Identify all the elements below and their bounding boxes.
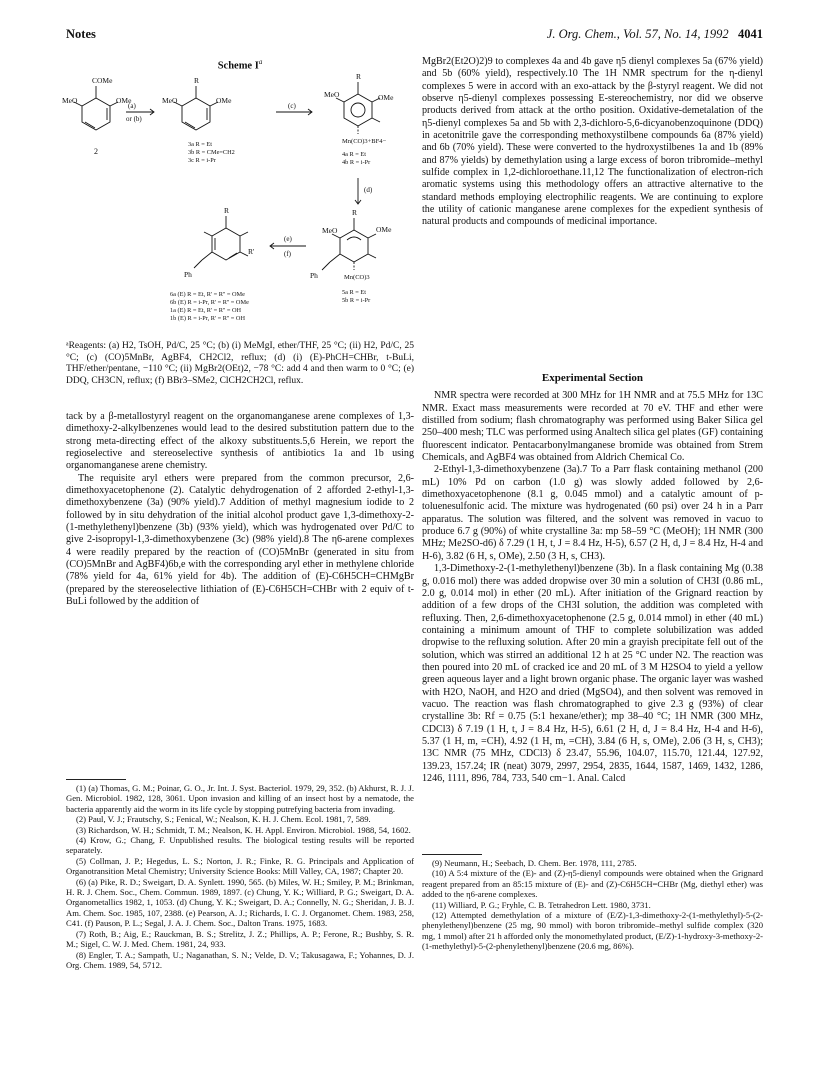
c4-line-1: 4a R = Et: [342, 151, 367, 158]
label-arrow-c: (c): [288, 102, 296, 110]
footnote: (3) Richardson, W. H.; Schmidt, T. M.; Nealson, K. H. Appl. Environ. Microbiol. 1988, 54, 1602.: [76, 824, 411, 835]
c3-line-2: 3b R = CMe=CH2: [188, 149, 235, 156]
label-r-prime-6: R': [248, 247, 255, 256]
exp-paragraph: 2-Ethyl-1,3-dimethoxybenzene (3a).7 To a Parr flask containing methanol (200 mL) 10% Pd on carbon (1.0 g) was slowly added followed by 2,6-dimethoxyacetophenone (8.1 g, 0.045 mmol) and a catalytic amount of p-toluenesulfonic acid. The mixture was hydrogenated (60 psi) over 24 h in a Parr apparatus. The solution was filtered, and the solvent was removed in vacuo to produce 6.7 g (90%) of white crystalline 3a: mp 58–59 °C (MeOH); 1H NMR (300 MHz; Me2SO-d6) δ 7.29 (1 H, t, J = 8.4 Hz, H-5), 6.57 (2 H, d, J = 8.4 Hz, H-4 and H-6), 3.82 (6 H, s, OMe), 2.50 (3 H, s, CH3).: [422, 464, 763, 562]
c6-line-1: 6a (E) R = Et, R' = R'' = OMe: [170, 291, 245, 298]
scheme-title: Scheme $I^a$: [217, 58, 263, 72]
footnote: (1) (a) Thomas, G. M.; Poinar, G. O., Jr. Int. J. Syst. Bacteriol. 1979, 29, 352. (b) Akhurst, R. J. J. Gen. Microbiol. 1982, 128, 3061. Upon invasion and killing of an insect host by a nematode, the bacteria apparently aid the worm in its life cycle by stopping putrefying bacteria from invading.: [66, 783, 414, 814]
label-ome-2: OMe: [116, 96, 132, 105]
experimental-section: [422, 362, 763, 785]
left-footnotes: [66, 783, 414, 970]
ring-compound-4: [344, 94, 372, 126]
body-paragraph: The requisite aryl ethers were prepared from the common precursor, 2,6-dimethoxyacetophenone (2). Catalytic dehydrogenation of 2 afforded 2-ethyl-1,3-dimethoxybenzene (3a) (90% yield).7 Addition of methyl magnesium iodide to 2 followed by in situ dehydration of the initial alcohol product gave 1,3-dimethoxy-2-(1-methylethenyl)benzene (3b) (93% yield), which was hydrogenated over Pd/C to give 2-isopropyl-1,3-dimethoxybenzene (3c) (98% yield).8 The η6-arene complexes 4 were readily prepared by the reaction of (CO)5MnBr (generated in situ from (CO)5MnBr and AgBF4)6b,e with the corresponding aryl ether in methylene chloride (78% yield for 4a, 61% yield for 4b). The addition of (E)-C6H5CH=CHMgBr (prepared by the stereoselective lithiation of (E)-C6H5CH=CHBr with 2 equiv of t-BuLi followed by the addition of: [66, 472, 414, 608]
label-ph-6: Ph: [184, 270, 192, 279]
ring-compound-2: [82, 98, 110, 130]
label-meo-4: MeO: [324, 90, 340, 99]
label-arrow-f: (f): [284, 250, 291, 258]
exp-paragraph: 1,3-Dimethoxy-2-(1-methylethenyl)benzene (3b). In a flask containing Mg (0.38 g, 0.016 mol) there was added dropwise over 30 min a solution of CH3I (0.86 mL, 2.0 g, 0.014 mol) in ether (20 mL). After initiation of the Grignard reaction by addition of a few drops of the CH3I solution, the addition was completed with refluxing. Then, 2,6-dimethoxyacetophenone (2.5 g, 0.014 mmol) in ether (40 mL) containing a minimum amount of THF to complete solubilization was added dropwise to the refluxing solution. After 20 min a grayish precipitate fell out of the solution, which was stirred an additional 12 h at 25 °C under N2. The reaction was then poured into 20 mL of cracked ice and 20 mL of 3 M H2SO4 to yield a yellow green aqueous layer and a light brown organic phase. The organic layer was washed with H2O, NaOH, and H2O and dried (MgSO4), and then solvent was removed in vacuo. The reaction was flash chromatographed to give 2.3 g (93%) of clear crystalline 3b: Rf = 0.75 (5:1 hexane/ether); mp 38–40 °C; 1H NMR (300 MHz, CDCl3) δ 7.19 (1 H, t, J = 8.4 Hz, H-5), 6.61 (2 H, d, J = 8.4 Hz, H-4 and H-6), 5.37 (1 H, m, =CH), 4.92 (1 H, m, =CH), 3.84 (6 H, s, OMe), 2.06 (3 H, s, CH3); 13C NMR (75 MHz, CDCl3) δ 23.47, 55.96, 104.07, 115.70, 121.44, 127.92, 139.23, 157.24; IR (neat) 3079, 2997, 2954, 2835, 1644, 1587, 1469, 1432, 1286, 1246, 1111, 896, 784, 733, 540 cm−1. Anal. Calcd: [422, 563, 763, 784]
header-journal: J. Org. Chem.,: [546, 27, 620, 41]
footnote: (4) Krow, G.; Chang, F. Unpublished results. The biological testing results will be reported separately.: [66, 835, 414, 856]
footnote-divider: [422, 854, 482, 855]
running-header: [66, 27, 763, 43]
footnote-divider: [66, 779, 126, 780]
footnote: (10) A 5:4 mixture of the (E)- and (Z)-η5-dienyl compounds were obtained when the Grignard reagent prepared from an 85:15 mixture of (E)- and (Z)-C6H5CH=CHBr (Mg, diethyl ether) was added to the η6-arene complexes.: [422, 868, 763, 900]
right-footnotes: [422, 858, 763, 952]
header-volume: Vol. 57, No. 14, 1992: [623, 27, 729, 41]
label-r-5: R: [352, 208, 358, 217]
left-body-text: [66, 411, 414, 609]
c5-line-2: 5b R = i-Pr: [342, 297, 371, 304]
right-body-text: [422, 56, 763, 229]
footnote: (8) Engler, T. A.; Sampath, U.; Naganathan, S. N.; Velde, D. V.; Takusagawa, F.; Yohannes, D. J. Org. Chem. 1989, 54, 5712.: [66, 949, 414, 970]
label-arrow-e: (e): [284, 235, 292, 243]
label-meo-3: MeO: [162, 96, 178, 105]
label-arrow-d: (d): [364, 186, 373, 194]
label-ph-5: Ph: [310, 271, 318, 280]
footnote: (9) Neumann, H.; Seebach, D. Chem. Ber. 1978, 111, 2785.: [432, 858, 637, 868]
c3-line-1: 3a R = Et: [188, 141, 213, 148]
section-heading: Experimental Section: [541, 372, 644, 384]
label-r-4: R: [356, 72, 362, 81]
label-arrow-a: (a): [128, 102, 136, 110]
page-number: 4041: [738, 27, 763, 41]
label-ome-5: OMe: [376, 225, 392, 234]
exp-paragraph: NMR spectra were recorded at 300 MHz for 1H NMR and at 75.5 MHz for 13C NMR. Exact mass measurements were recorded at 70 eV. THF and ether were distilled from sodium; flash chromatography was performed using Baker Silica gel 250–400 mesh; TLC was performed using Analtech silica gel plates (GF) containing fluorescent indicator. Pentacarbonylmanganese bromide was obtained from Strem Chemicals, and AgBF4 was obtained from Aldrich Chemical Co.: [422, 390, 763, 464]
footnote: (6) (a) Pike, R. D.; Sweigart, D. A. Synlett. 1990, 565. (b) Miles, W. H.; Smiley, P. M.; Brinkman, H. R. J. Chem. Soc., Chem. Commun. 1989, 1897. (c) Chung, Y. K.; Williard, P. G.; Sweigart, D. A. Organometallics 1982, 1, 1053. (d) Chung, Y. K.; Sweigart, D. A.; Connelly, N. G.; Sheridan, J. B. J. Am. Chem. Soc. 1985, 107, 2388. (e) Pearson, A. J.; Richards, I. C. J. Organomet. Chem. 1983, 258, C41. (f) Pauson, P. L.; Segal, J. A. J. Chem. Soc., Dalton Trans. 1975, 1683.: [66, 876, 414, 929]
header-section: Notes: [66, 27, 96, 41]
label-r-6: R: [224, 206, 230, 215]
footnote: (7) Roth, B.; Aig, E.; Rauckman, B. S.; Strelitz, J. Z.; Phillips, A. P.; Ferone, R.; Bushby, S. R. M.; Sigel, C. W. J. Med. Chem. 1981, 24, 933.: [66, 928, 414, 950]
label-meo-5: MeO: [322, 226, 338, 235]
footnote: (5) Collman, J. P.; Hegedus, L. S.; Norton, J. R.; Finke, R. G. Principals and Application of Organotransition Metal Chemistry; University Science Books: Mill Valley, CA, 1987; Chapter 20.: [66, 855, 414, 877]
scheme-reagents: ᵃReagents: (a) H2, TsOH, Pd/C, 25 °C; (b) (i) MeMgI, ether/THF, 25 °C; (ii) H2, Pd/C, 25 °C; (c) (CO)5MnBr, AgBF4, CH2Cl2, reflux; (d) (i) (E)-PhCH=CHBr, t-BuLi, THF/ether/pentane, −110 °C; (ii) MgBr2(OEt)2, −78 °C: add 4 and then warm to 0 °C; (e) DDQ, CH3CN, reflux; (f) BBr3–SMe2, ClCH2CH2Cl, reflux.: [66, 341, 414, 386]
label-ome-4: OMe: [378, 93, 394, 102]
body-paragraph: MgBr2(Et2O)2)9 to complexes 4a and 4b gave η5 dienyl complexes 5a (67% yield) and 5b (60% yield), respectively.10 The 1H NMR spectrum for the η-dienyl complexes 5 were in accord with an exo-attack by the β-styryl reagent. We did not observe η5-dienyl complexes possessing E-stereochemistry, nor did we observe products derived from attack at the ortho position. Oxidative-demetalation of the η5-dienyl complexes 5a and 5b with 2,3-dichloro-5,6-dicyanobenzoquinone (DDQ) in acetonitrile gave the corresponding methoxystilbene compounds 6a (87% yield) and 6b (70% yield). These were converted to the hydroxystilbenes 1a and 1b (89% and 87% yields) by demethylation using a large excess of boron tribromide–methyl sulfide complex in 1,2-dichloroethane.11,12 The functionalization of electron-rich aromatic systems using this methodology offers an attractive alternative to the standard methods employing electrophilic reagents. We are continuing to explore the utility of cationic manganese arene complexes for the expedient synthesis of natural products and compounds of medicinal importance.: [422, 56, 763, 228]
reaction-scheme: [62, 70, 414, 332]
footnote: (11) Williard, P. G.; Fryhle, C. B. Tetrahedron Lett. 1980, 3731.: [432, 899, 651, 910]
label-mn-plus: Mn(CO)3+BF4−: [342, 138, 387, 145]
ring-compound-5: [340, 230, 368, 262]
label-ome-3: OMe: [216, 96, 232, 105]
ring-compound-6: [212, 228, 240, 260]
label-r-3: R: [194, 76, 200, 85]
label-arrow-or-b: or (b): [126, 115, 142, 123]
c5-line-1: 5a R = Et: [342, 289, 367, 296]
footnote: (12) Attempted demethylation of a mixture of (E/Z)-1,3-dimethoxy-2-(1-methylethyl)-5-(2-phenylethenyl)benzene (25 mg, 90 mmol) with boron tribromide–methyl sulfide complex (320 mg, 1 mmol) after 21 h afforded only the monomethylated product, (E/Z)-1-hydroxy-3-methoxy-2-(1-methylethyl)-5-(2-phenylethenyl)benzene (20.6 mg, 86%).: [422, 910, 763, 952]
label-compound-2: 2: [94, 147, 98, 156]
header-citation: [547, 27, 763, 42]
c6-line-4: 1b (E) R = i-Pr, R' = R'' = OH: [170, 315, 246, 322]
c4-line-2: 4b R = i-Pr: [342, 159, 371, 166]
c6-line-2: 6b (E) R = i-Pr, R' = R'' = OMe: [170, 299, 249, 306]
label-come: COMe: [92, 76, 113, 85]
footnote: (2) Paul, V. J.; Frautschy, S.; Fenical, W.; Nealson, K. H. J. Chem. Ecol. 1981, 7, 589.: [76, 814, 371, 825]
c6-line-3: 1a (E) R = Et, R' = R'' = OH: [170, 307, 242, 314]
body-paragraph: tack by a β-metallostyryl reagent on the organomanganese arene complexes of 1,3-dimethoxy-2-alkylbenzenes would lead to the desired substitution pattern due to the strong meta-directing effect of the alkoxy substituents.5,6 Herein, we report the regioselective and stereoselective synthesis of antibiotics 1a and 1b using organomanganese arene chemistry.: [66, 411, 414, 472]
c3-line-3: 3c R = i-Pr: [188, 157, 216, 164]
label-mn-neutral: Mn(CO)3: [344, 274, 370, 281]
label-meo-2: MeO: [62, 96, 78, 105]
ring-compound-3: [182, 98, 210, 130]
